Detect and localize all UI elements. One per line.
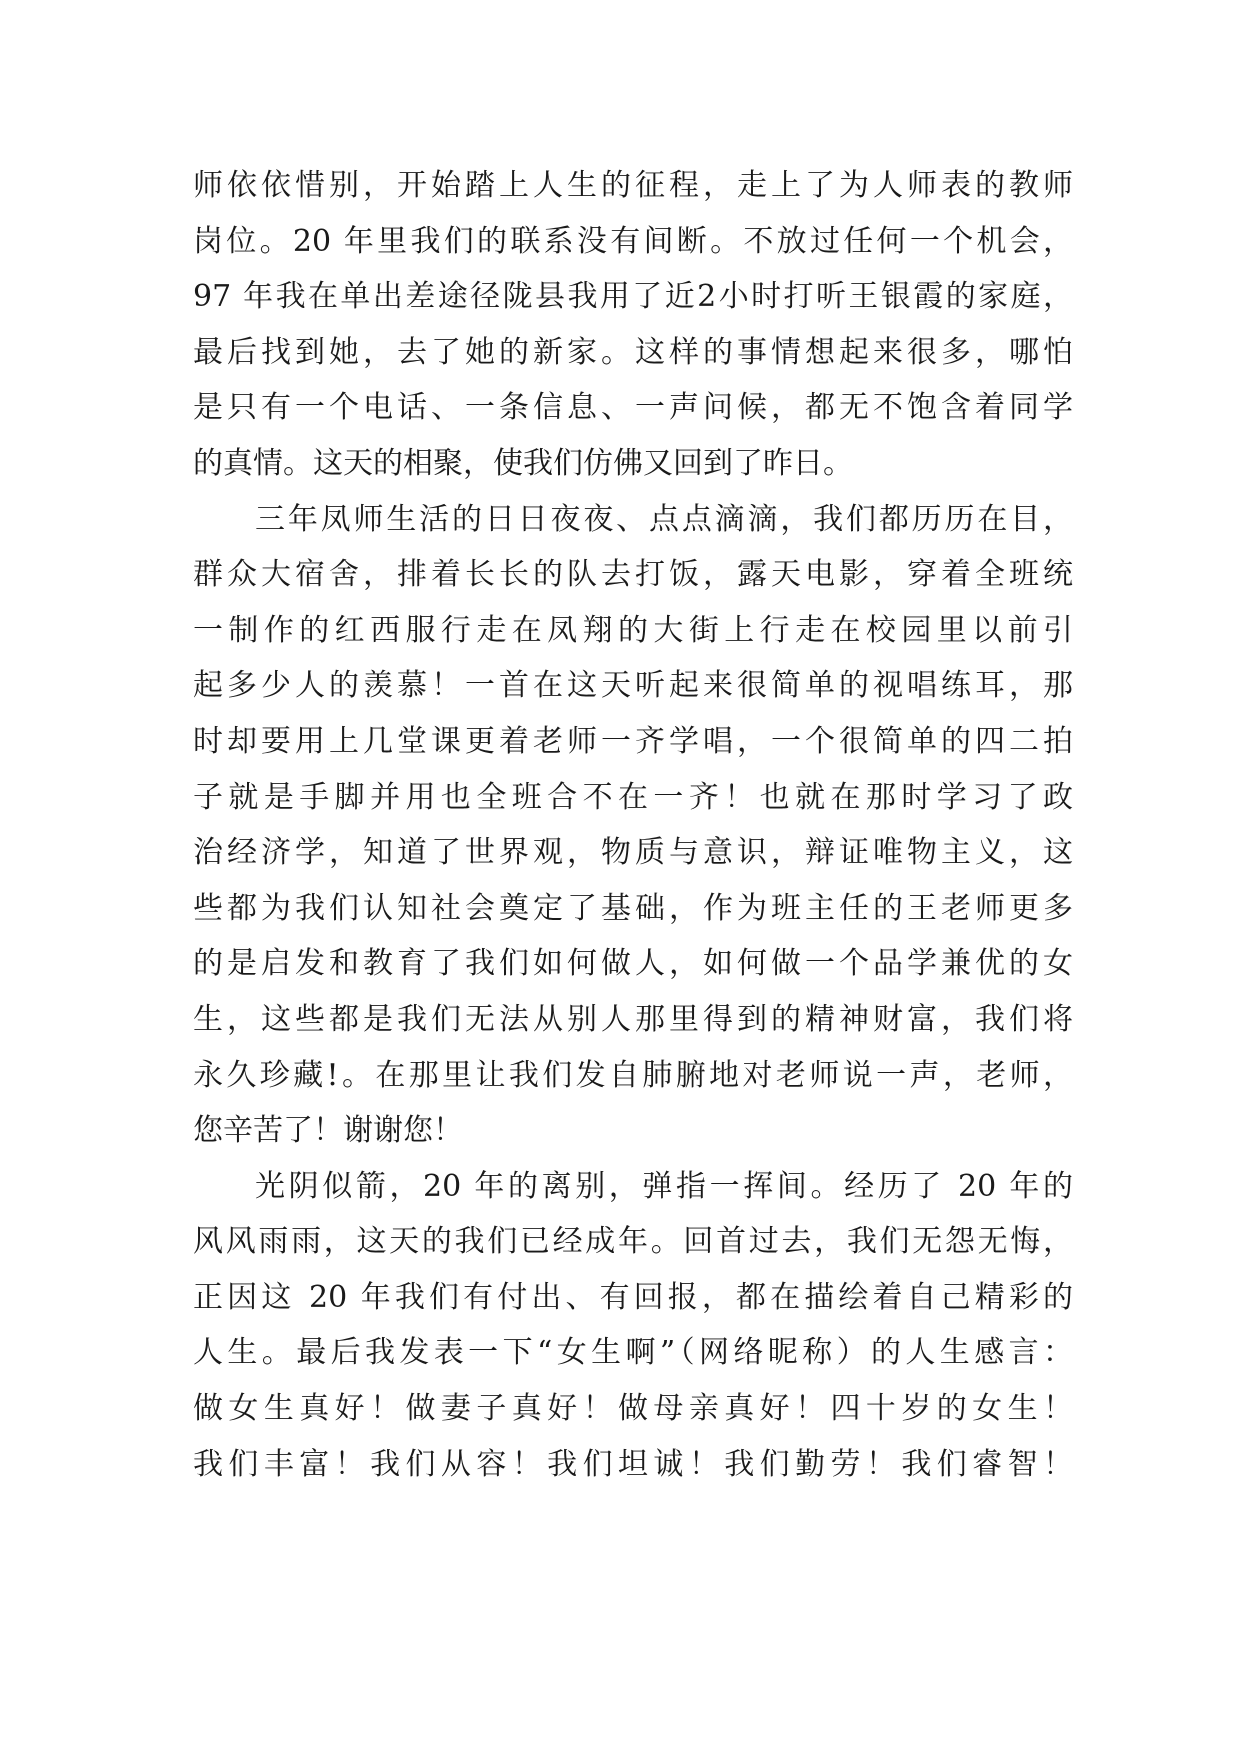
text-line: 生，这些都是我们无法从别人那里得到的精神财富，我们将 <box>193 1001 1073 1037</box>
text-line: 我们丰富！我们从容！我们坦诚！我们勤劳！我们睿智！ <box>193 1446 1073 1482</box>
text-line: 三年凤师生活的日日夜夜、点点滴滴，我们都历历在目， <box>255 501 1073 537</box>
text-line: 岗位。20 年里我们的联系没有间断。不放过任何一个机会， <box>193 223 1073 259</box>
text-line: 时却要用上几堂课更着老师一齐学唱，一个很简单的四二拍 <box>193 723 1073 759</box>
text-line: 些都为我们认知社会奠定了基础，作为班主任的王老师更多 <box>193 890 1073 926</box>
text-line: 一制作的红西服行走在凤翔的大街上行走在校园里以前引 <box>193 612 1073 648</box>
text-line: 97 年我在单出差途径陇县我用了近2小时打听王银霞的家庭， <box>193 279 1073 315</box>
text-line: 子就是手脚并用也全班合不在一齐！也就在那时学习了政 <box>193 779 1073 815</box>
text-line: 的真情。这天的相聚，使我们仿佛又回到了昨日。 <box>193 445 853 481</box>
text-line: 起多少人的羡慕！一首在这天听起来很简单的视唱练耳，那 <box>193 668 1073 704</box>
text-line: 的是启发和教育了我们如何做人，如何做一个品学兼优的女 <box>193 946 1073 982</box>
text-line: 光阴似箭，20 年的离别，弹指一挥间。经历了 20 年的 <box>255 1168 1073 1204</box>
text-line: 做女生真好！做妻子真好！做母亲真好！四十岁的女生！ <box>193 1391 1073 1427</box>
text-line: 永久珍藏!。在那里让我们发自肺腑地对老师说一声，老师， <box>193 1057 1073 1093</box>
document-body <box>193 158 1073 1492</box>
text-line: 群众大宿舍，排着长长的队去打饭，露天电影，穿着全班统 <box>193 557 1073 593</box>
text-line: 治经济学，知道了世界观，物质与意识，辩证唯物主义，这 <box>193 835 1073 871</box>
text-line: 师依依惜别，开始踏上人生的征程，走上了为人师表的教师 <box>193 168 1073 203</box>
text-line: 风风雨雨，这天的我们已经成年。回首过去，我们无怨无悔， <box>193 1224 1073 1260</box>
text-line: 人生。最后我发表一下“女生啊”（网络昵称）的人生感言： <box>193 1335 1073 1371</box>
text-line: 正因这 20 年我们有付出、有回报，都在描绘着自己精彩的 <box>193 1279 1073 1315</box>
text-line: 最后找到她，去了她的新家。这样的事情想起来很多，哪怕 <box>193 334 1073 370</box>
text-line: 是只有一个电话、一条信息、一声问候，都无不饱含着同学 <box>193 390 1073 426</box>
text-line: 您辛苦了！谢谢您！ <box>193 1113 463 1149</box>
